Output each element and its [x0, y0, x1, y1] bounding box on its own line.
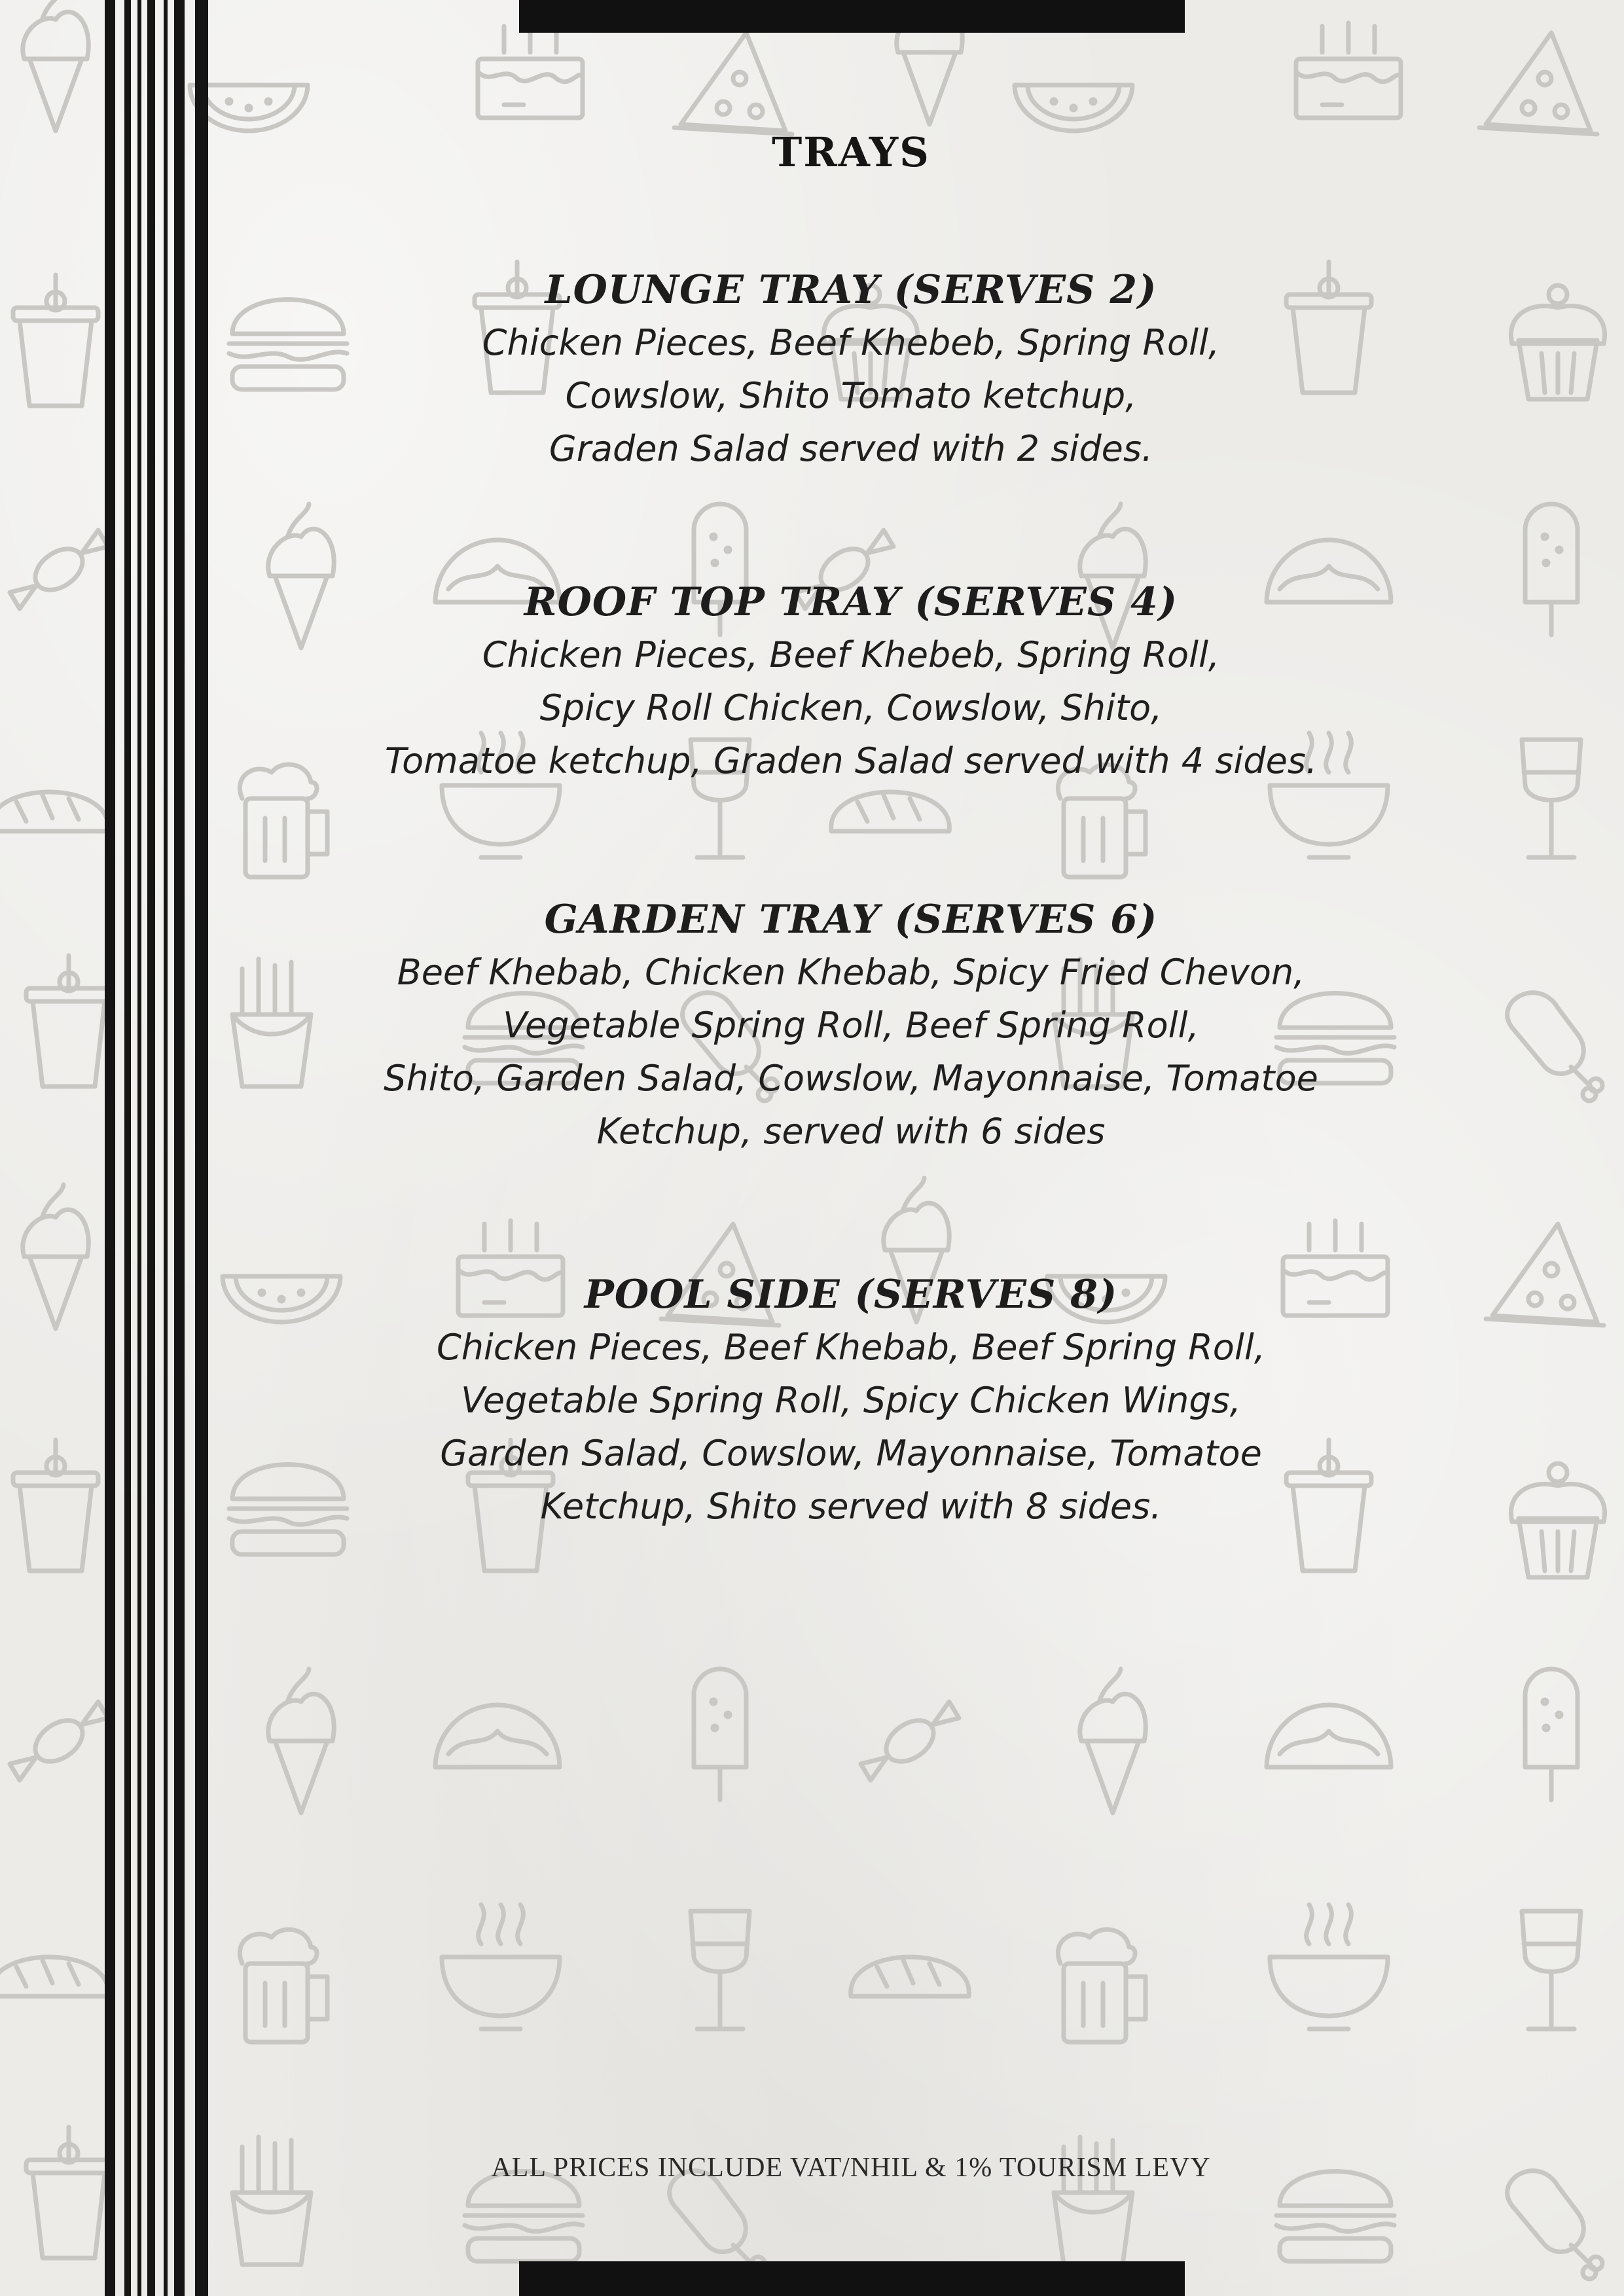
section-line: Chicken Pieces, Beef Khebeb, Spring Roll,: [482, 634, 1220, 675]
section-line: Vegetable Spring Roll, Beef Spring Roll,: [503, 1005, 1199, 1046]
menu-section-garden-tray: [340, 893, 1362, 1158]
menu-section-pool-side: [340, 1268, 1362, 1533]
section-line: Ketchup, served with 6 sides: [596, 1111, 1106, 1152]
section-title: ROOF TOP TRAY (SERVES 4): [524, 579, 1178, 625]
section-line: Garden Salad, Cowslow, Mayonnaise, Tomatoe: [440, 1433, 1262, 1474]
page-title: TRAYS: [772, 128, 930, 176]
section-title: LOUNGE TRAY (SERVES 2): [545, 267, 1157, 313]
menu-section-lounge-tray: [340, 264, 1362, 475]
vertical-stripe: [124, 0, 131, 2296]
section-line: Beef Khebab, Chicken Khebab, Spicy Fried Chevon,: [397, 952, 1305, 993]
section-line: Graden Salad served with 2 sides.: [549, 428, 1153, 469]
vertical-stripe: [164, 0, 168, 2296]
section-line: Chicken Pieces, Beef Khebeb, Spring Roll,: [482, 322, 1220, 363]
footer-note: ALL PRICES INCLUDE VAT/NHIL & 1% TOURISM LEVY: [491, 2153, 1211, 2183]
vertical-stripe: [174, 0, 185, 2296]
section-line: Shito, Garden Salad, Cowslow, Mayonnaise, Tomatoe: [384, 1058, 1318, 1099]
top-bar: [519, 0, 1185, 33]
section-line: Tomatoe ketchup, Graden Salad served with 4 sides.: [384, 740, 1318, 781]
section-line: Spicy Roll Chicken, Cowslow, Shito,: [539, 687, 1163, 728]
vertical-stripe: [105, 0, 115, 2296]
section-title: GARDEN TRAY (SERVES 6): [544, 897, 1158, 942]
section-title: POOL SIDE (SERVES 8): [584, 1272, 1118, 1318]
section-line: Cowslow, Shito Tomato ketchup,: [565, 375, 1137, 416]
bottom-bar: [519, 2261, 1185, 2296]
vertical-stripe: [195, 0, 208, 2296]
vertical-stripe: [137, 0, 141, 2296]
section-line: Chicken Pieces, Beef Khebab, Beef Spring Roll,: [437, 1327, 1265, 1368]
section-line: Vegetable Spring Roll, Spicy Chicken Wings,: [461, 1380, 1241, 1421]
menu-section-roof-top-tray: [340, 576, 1362, 787]
vertical-stripe: [147, 0, 155, 2296]
section-line: Ketchup, Shito served with 8 sides.: [540, 1486, 1162, 1527]
